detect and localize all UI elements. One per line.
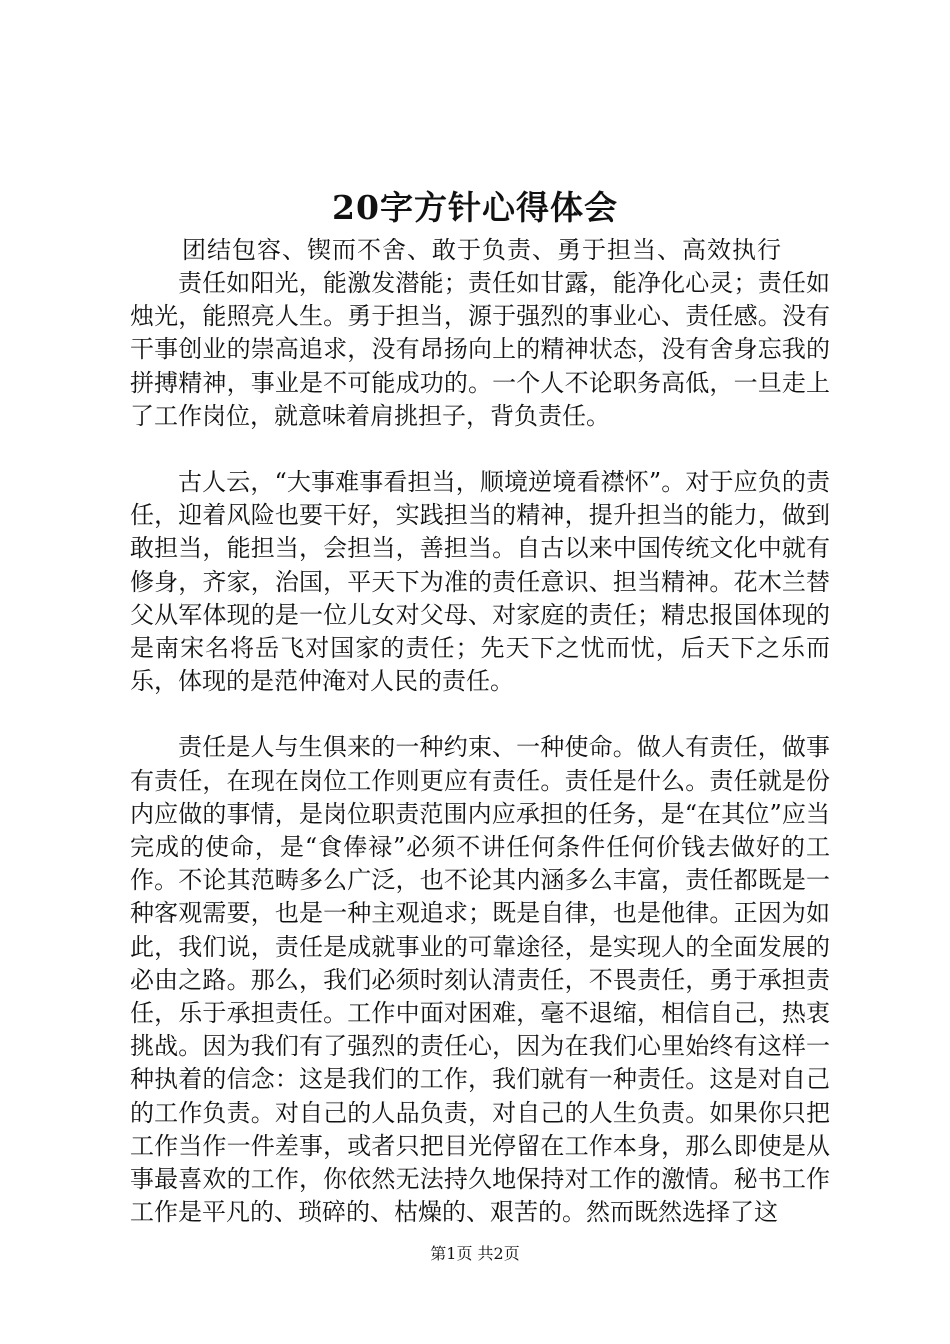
- paragraph: 责任是人与生俱来的一种约束、一种使命。做人有责任，做事有责任，在现在岗位工作则更应有责任。责任是什么。责任就是份内应做的事情，是岗位职责范围内应承担的任务，是“在其位”应当完成的使命，是“食俸禄”必须不讲任何条件任何价钱去做好的工作。不论其范畴多么广泛，也不论其内涵多么丰富，责任都既是一种客观需要，也是一种主观追求；既是自律，也是他律。正因为如此，我们说，责任是成就事业的可靠途径，是实现人的全面发展的必由之路。那么，我们必须时刻认清责任，不畏责任，勇于承担责任，乐于承担责任。工作中面对困难，毫不退缩，相信自己，热衷挑战。因为我们有了强烈的责任心，因为在我们心里始终有这样一种执着的信念：这是我们的工作，我们就有一种责任。这是对自己的工作负责。对自己的人品负责，对自己的人生负责。如果你只把工作当作一件差事，或者只把目光停留在工作本身，那么即使是从事最喜欢的工作，你依然无法持久地保持对工作的激情。秘书工作工作是平凡的、琐碎的、枯燥的、艰苦的。然而既然选择了这: [130, 733, 830, 1227]
- document-body: [130, 267, 830, 1262]
- document-subtitle: 团结包容、锲而不舍、敢于负责、勇于担当、高效执行: [182, 236, 782, 264]
- document-title: 20字方针心得体会: [332, 188, 618, 227]
- paragraph: 责任如阳光，能激发潜能；责任如甘露，能净化心灵；责任如烛光，能照亮人生。勇于担当，源于强烈的事业心、责任感。没有干事创业的崇高追求，没有昂扬向上的精神状态，没有舍身忘我的拼搏精神，事业是不可能成功的。一个人不论职务高低，一旦走上了工作岗位，就意味着肩挑担子，背负责任。: [130, 269, 830, 430]
- page-footer: 第1页 共2页: [430, 1244, 520, 1263]
- paragraph: 古人云，“大事难事看担当，顺境逆境看襟怀”。对于应负的责任，迎着风险也要干好，实践担当的精神，提升担当的能力，做到敢担当，能担当，会担当，善担当。自古以来中国传统文化中就有修身，齐家，治国，平天下为准的责任意识、担当精神。花木兰替父从军体现的是一位儿女对父母、对家庭的责任；精忠报国体现的是南宋名将岳飞对国家的责任；先天下之忧而忧，后天下之乐而乐，体现的是范仲淹对人民的责任。: [130, 468, 830, 696]
